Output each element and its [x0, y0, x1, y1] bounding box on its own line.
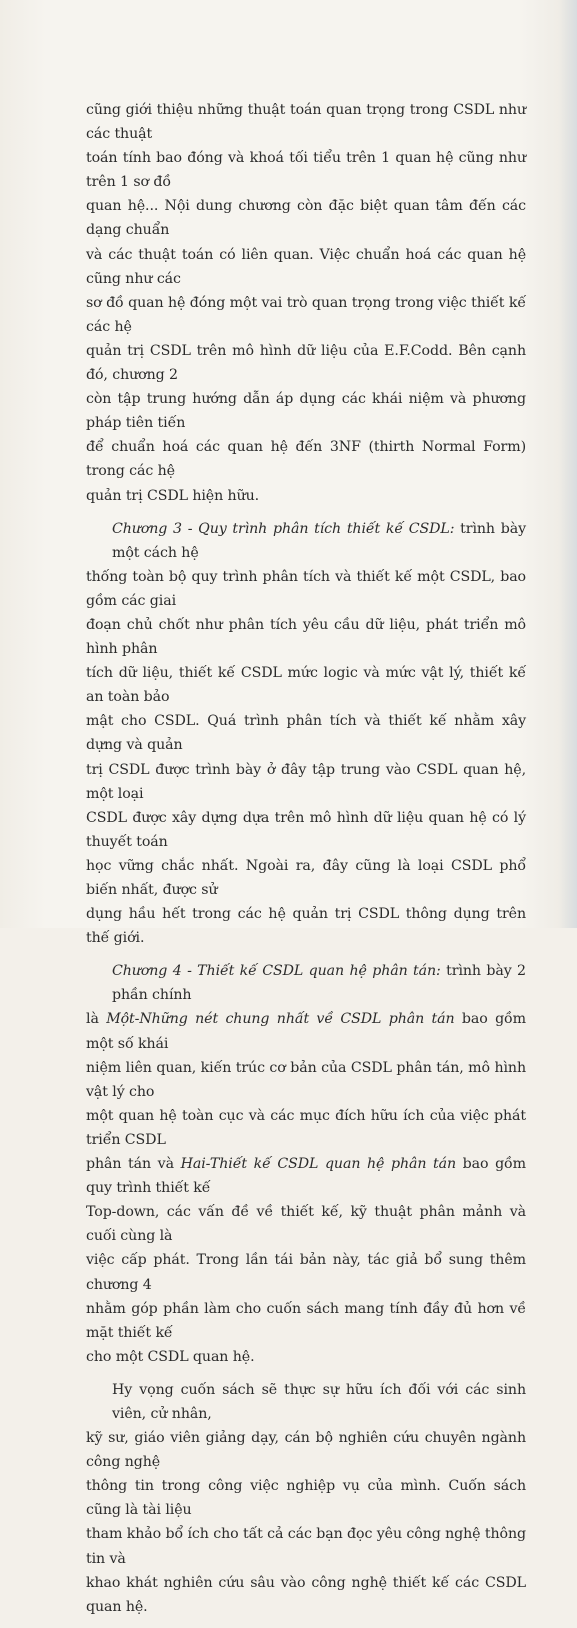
page-edge-shadow — [559, 0, 577, 928]
text-line: để chuẩn hoá các quan hệ đến 3NF (thirth Normal Form) trong các hệ — [86, 439, 526, 480]
text-line: đoạn chủ chốt như phân tích yêu cầu dữ liệu, phát triển mô hình phân — [86, 616, 526, 658]
text-line: Top-down, các vấn đề về thiết kế, kỹ thuật phân mảnh và cuối cùng là — [86, 1204, 526, 1245]
text-line: cũng giới thiệu những thuật toán quan trọng trong CSDL như các thuật — [86, 102, 526, 143]
text-line: thống toàn bộ quy trình phân tích và thiết kế một CSDL, bao gồm các giai — [86, 568, 526, 609]
text-line: Hy vọng cuốn sách sẽ thực sự hữu ích đối với các sinh viên, cử nhân, — [112, 1381, 526, 1422]
paragraph-chapter3 — [86, 517, 526, 951]
text-line: CSDL được xây dựng dựa trên mô hình dữ liệu quan hệ có lý thuyết toán — [86, 809, 526, 850]
text-line: một quan hệ toàn cục và các mục đích hữu ích của việc phát triển CSDL — [86, 1107, 526, 1148]
text-line: khao khát nghiên cứu sâu vào công nghệ thiết kế các CSDL quan hệ. — [86, 1574, 526, 1615]
text-line: việc cấp phát. Trong lần tái bản này, tác giả bổ sung thêm chương 4 — [86, 1252, 526, 1293]
text-line: mật cho CSDL. Quá trình phân tích và thiết kế nhằm xây dựng và quản — [86, 713, 526, 754]
chapter3-heading: Chương 3 - Quy trình phân tích thiết kế CSDL: — [112, 520, 455, 537]
text-line — [86, 517, 526, 565]
text-fragment: là — [86, 1011, 107, 1028]
paragraph-closing — [86, 1378, 526, 1619]
text-line: sơ đồ quan hệ đóng một vai trò quan trọng trong việc thiết kế các hệ — [86, 294, 526, 335]
text-line: còn tập trung hướng dẫn áp dụng các khái niệm và phương pháp tiên tiến — [86, 391, 526, 432]
text-line: toán tính bao đóng và khoá tối tiểu trên 1 quan hệ cũng như trên 1 sơ đồ — [86, 150, 526, 191]
text-line: tham khảo bổ ích cho tất cả các bạn đọc yêu công nghệ thông tin và — [86, 1526, 526, 1567]
text-line: dụng hầu hết trong các hệ quản trị CSDL thông dụng trên thế giới. — [86, 906, 526, 947]
text-line: quản trị CSDL trên mô hình dữ liệu của E.F.Codd. Bên cạnh đó, chương 2 — [86, 342, 526, 384]
part-two-title: Hai-Thiết kế CSDL quan hệ phân tán — [180, 1156, 457, 1173]
text-line: trị CSDL được trình bày ở đây tập trung vào CSDL quan hệ, một loại — [86, 761, 526, 802]
text-fragment: bao gồm một số khái — [86, 1011, 526, 1052]
text-fragment: bao gồm quy trình thiết kế — [86, 1156, 526, 1197]
page-body — [86, 98, 526, 1628]
text-fragment: trình bày một cách hệ — [112, 520, 526, 561]
text-line — [86, 1152, 526, 1200]
text-line — [86, 959, 526, 1007]
text-line: niệm liên quan, kiến trúc cơ bản của CSDL phân tán, mô hình vật lý cho — [86, 1059, 526, 1100]
text-line: quan hệ... Nội dung chương còn đặc biệt quan tâm đến các dạng chuẩn — [86, 198, 526, 239]
text-line: quản trị CSDL hiện hữu. — [86, 487, 260, 504]
paragraph-chapter4 — [86, 959, 526, 1369]
text-line: nhằm góp phần làm cho cuốn sách mang tính đầy đủ hơn về mặt thiết kế — [86, 1300, 526, 1341]
text-line: cho một CSDL quan hệ. — [86, 1348, 255, 1365]
text-line — [86, 1007, 526, 1055]
text-line: học vững chắc nhất. Ngoài ra, đây cũng là loại CSDL phổ biến nhất, được sử — [86, 857, 526, 898]
paragraph-chapter2-summary — [86, 98, 526, 508]
text-line: tích dữ liệu, thiết kế CSDL mức logic và mức vật lý, thiết kế an toàn bảo — [86, 665, 526, 706]
text-line: thông tin trong công việc nghiệp vụ của mình. Cuốn sách cũng là tài liệu — [86, 1478, 526, 1519]
text-fragment: trình bày 2 phần chính — [112, 963, 526, 1004]
text-line: và các thuật toán có liên quan. Việc chuẩn hoá các quan hệ cũng như các — [86, 246, 526, 287]
chapter4-heading: Chương 4 - Thiết kế CSDL quan hệ phân tán: — [112, 963, 441, 980]
text-fragment: phân tán và — [86, 1156, 181, 1173]
text-line: kỹ sư, giáo viên giảng dạy, cán bộ nghiên cứu chuyên ngành công nghệ — [86, 1430, 526, 1471]
part-one-title: Một-Những nét chung nhất về CSDL phân tán — [106, 1011, 455, 1028]
